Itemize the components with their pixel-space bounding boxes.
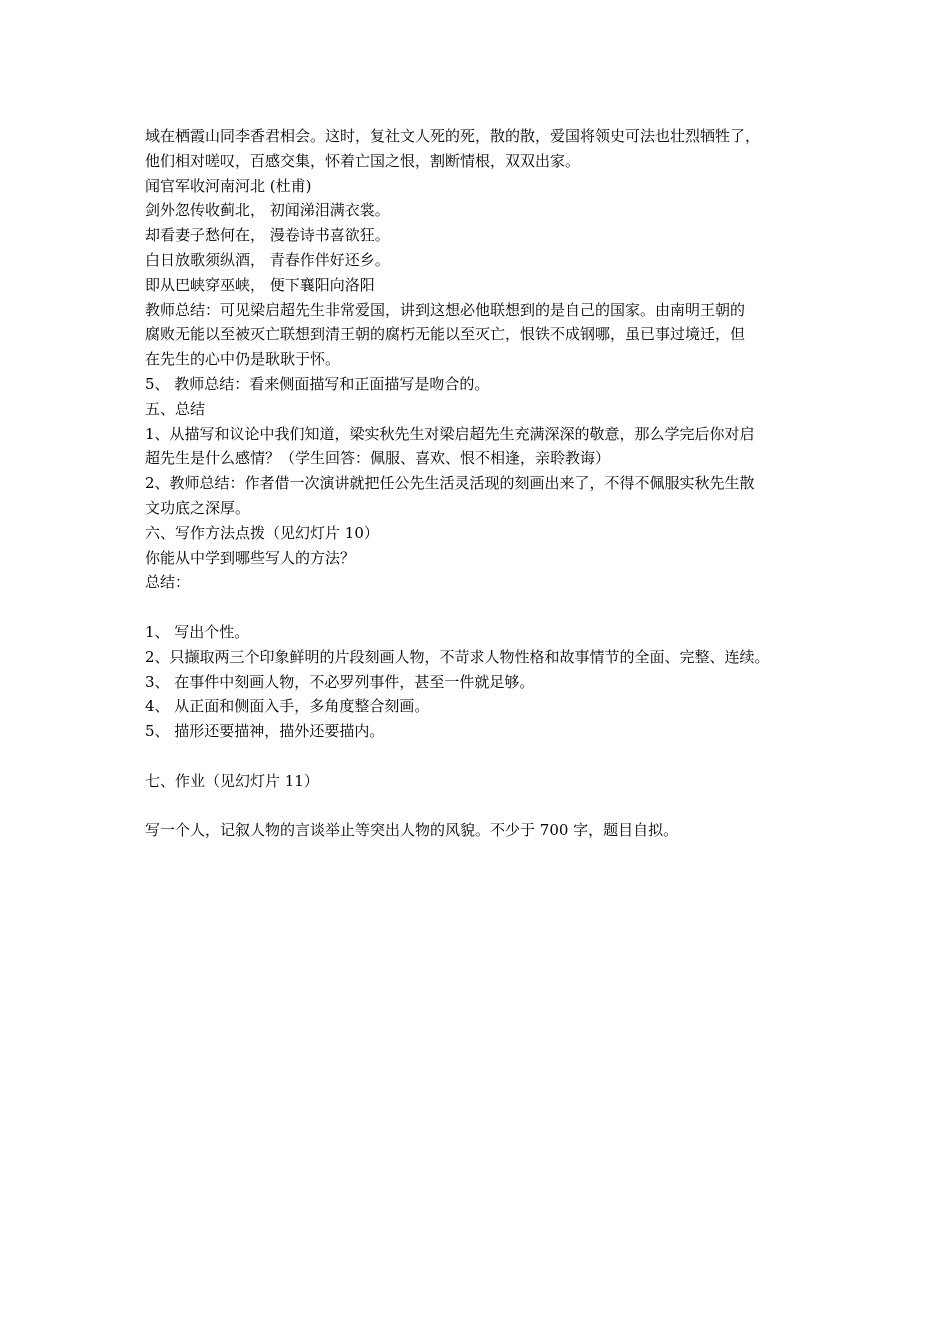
poem-line: 白日放歌须纵酒， 青春作伴好还乡。 xyxy=(145,250,390,269)
text-line: 5、 教师总结：看来侧面描写和正面描写是吻合的。 xyxy=(145,374,490,393)
text-line: 你能从中学到哪些写人的方法？ xyxy=(145,548,356,567)
blank-line xyxy=(145,794,835,819)
poem-title: 闻官军收河南河北 (杜甫) xyxy=(145,176,312,195)
poem-line: 却看妻子愁何在， 漫卷诗书喜欲狂。 xyxy=(145,226,390,245)
section-heading: 七、作业（见幻灯片 11） xyxy=(145,771,319,790)
text-line: 总结： xyxy=(145,573,191,592)
text-line: 腐败无能以至被灭亡联想到清王朝的腐朽无能以至灭亡，恨铁不成钢哪，虽已事过境迁，但 xyxy=(145,325,746,344)
poem-line: 即从巴峡穿巫峡， 便下襄阳向洛阳 xyxy=(145,275,375,294)
text-line: 文功底之深厚。 xyxy=(145,498,251,517)
list-item: 3、 在事件中刻画人物，不必罗列事件，甚至一件就足够。 xyxy=(145,672,535,691)
list-item: 1、 写出个性。 xyxy=(145,622,250,641)
text-line: 域在栖霞山同李香君相会。这时，复社文人死的死，散的散，爱国将领史可法也壮烈牺牲了， xyxy=(145,127,761,145)
list-item: 4、 从正面和侧面入手，多角度整合刻画。 xyxy=(145,697,430,716)
list-item: 2、只撷取两三个印象鲜明的片段刻画人物，不苛求人物性格和故事情节的全面、完整、连续。 xyxy=(145,647,770,666)
text-line: 在先生的心中仍是耿耿于怀。 xyxy=(145,350,341,369)
text-line: 2、教师总结：作者借一次演讲就把任公先生活灵活现的刻画出来了，不得不佩服实秋先生散 xyxy=(145,474,755,493)
blank-line xyxy=(145,744,835,769)
section-heading: 六、写作方法点拨（见幻灯片 10） xyxy=(145,523,379,542)
text-line: 教师总结：可见梁启超先生非常爱国，讲到这想必他联想到的是自己的国家。由南明王朝的 xyxy=(145,300,746,319)
section-heading: 五、总结 xyxy=(145,399,206,418)
poem-line: 剑外忽传收蓟北， 初闻涕泪满衣裳。 xyxy=(145,201,390,220)
blank-line xyxy=(145,595,835,620)
list-item: 5、 描形还要描神，描外还要描内。 xyxy=(145,722,385,741)
text-line: 他们相对嗟叹，百感交集，怀着亡国之恨，割断情根，双双出家。 xyxy=(145,151,581,170)
text-line: 写一个人，记叙人物的言谈举止等突出人物的风貌。不少于 700 字，题目自拟。 xyxy=(145,821,679,840)
text-line: 1、从描写和议论中我们知道，梁实秋先生对梁启超先生充满深深的敬意，那么学完后你对启 xyxy=(145,424,755,443)
text-line: 超先生是什么感情？（学生回答：佩服、喜欢、恨不相逢，亲聆教诲） xyxy=(145,449,611,468)
document-body xyxy=(145,124,835,843)
